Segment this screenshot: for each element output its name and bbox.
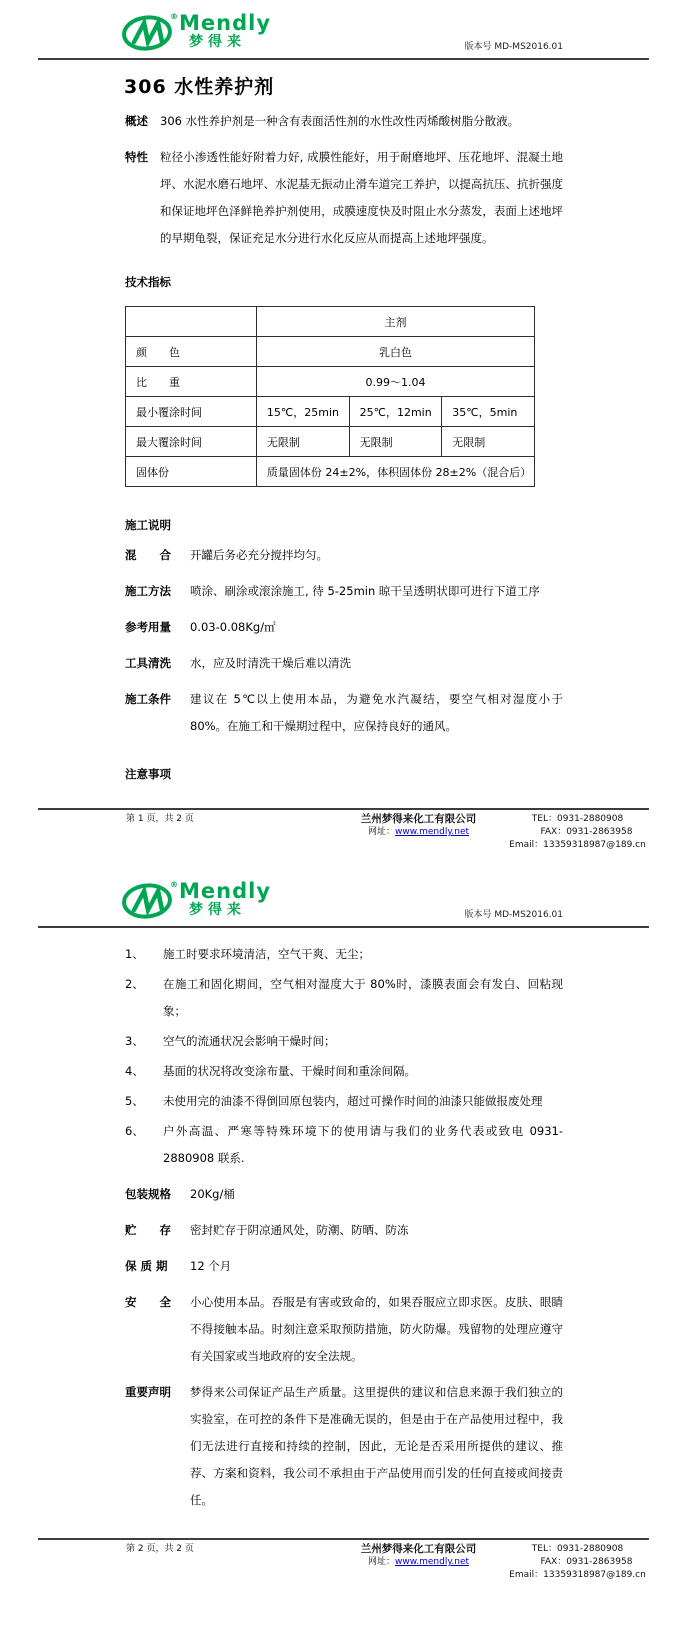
note-number: 3、 — [125, 1034, 144, 1048]
note-text: 空气的流通状况会影响干燥时间； — [163, 1034, 336, 1048]
note-text: 未使用完的油漆不得倒回原包装内，超过可操作时间的油漆只能做报废处理 — [163, 1094, 543, 1108]
overview-label: 概述 — [125, 114, 148, 128]
company-name: 兰州梦得来化工有限公司 — [360, 813, 477, 825]
table-row — [126, 457, 535, 487]
overview-row — [125, 108, 563, 135]
page-number: 第 2 页，共 2 页 — [126, 1544, 194, 1554]
notes-heading: 注意事项 — [125, 767, 171, 781]
construction-item-text: 0.03-0.08Kg/㎡ — [190, 620, 276, 634]
table-row — [126, 307, 535, 337]
construction-item-label: 混 合 — [125, 548, 171, 562]
construction-item-method — [125, 578, 563, 605]
note-number: 2、 — [125, 977, 144, 991]
spec-label-color: 颜 色 — [126, 337, 257, 367]
page-title: 306 水性养护剂 — [124, 76, 275, 98]
spec-min-35c: 35℃，5min — [442, 397, 535, 427]
construction-item-label: 参考用量 — [125, 620, 171, 634]
spec-label-max-recoat: 最大覆涂时间 — [126, 427, 257, 457]
note-text: 户外高温、严寒等特殊环境下的使用请与我们的业务代表或致电 0931-2880908 联系. — [163, 1124, 563, 1165]
note-item-4 — [125, 1058, 563, 1085]
construction-item-label: 施工条件 — [125, 692, 171, 706]
website-label: 网址： — [367, 827, 395, 837]
company-name: 兰州梦得来化工有限公司 — [360, 1543, 477, 1555]
note-item-1 — [125, 941, 563, 968]
note-item-3 — [125, 1028, 563, 1055]
table-row — [126, 397, 535, 427]
spec-value-solids: 质量固体份 24±2%，体积固体份 28±2%（混合后） — [256, 457, 534, 487]
construction-heading: 施工说明 — [125, 518, 171, 532]
field-text: 20Kg/桶 — [190, 1187, 235, 1201]
website-line — [331, 826, 506, 839]
construction-item-text: 建议在 5℃以上使用本品，为避免水汽凝结，要空气相对湿度小于 80%。在施工和干燥期过程中，应保持良好的通风。 — [190, 692, 563, 733]
note-text: 在施工和固化期间，空气相对湿度大于 80%时，漆膜表面会有发白、回粘现象； — [163, 977, 563, 1018]
header-rule — [38, 58, 649, 60]
mendly-logo-icon — [122, 14, 174, 54]
spec-empty-cell — [126, 307, 257, 337]
construction-item-text: 开罐后务必充分搅拌均匀。 — [190, 548, 328, 562]
field-label: 包装规格 — [125, 1187, 171, 1201]
tel: TEL：0931-2880908 — [531, 814, 624, 824]
page1-header — [0, 0, 687, 58]
construction-item-cleaning — [125, 650, 563, 677]
spec-main-header: 主剂 — [256, 307, 534, 337]
features-text: 粒径小渗透性能好附着力好, 成膜性能好，用于耐磨地坪、压花地坪、混凝土地坪、水泥水磨石地坪、水泥基无振动止滑车道完工养护，以提高抗压、抗折强度和保证地坪色泽鲜艳养护剂使用，成膜速度快及时阻止水分蒸发，表面上述地坪的早期龟裂，保证充足水分进行水化反应从而提高上述地坪强度。 — [160, 150, 563, 245]
mendly-logo — [122, 879, 272, 922]
spec-max-25c: 无限制 — [349, 427, 442, 457]
registered-mark: ® — [170, 880, 178, 889]
note-number: 1、 — [125, 947, 144, 961]
field-packaging — [125, 1181, 563, 1208]
registered-mark: ® — [170, 12, 178, 21]
tel-fax-line — [506, 813, 649, 839]
field-text: 密封贮存于阴凉通风处，防潮、防晒、防冻 — [190, 1223, 409, 1237]
note-item-6 — [125, 1118, 563, 1172]
tel-fax-line — [506, 1543, 649, 1569]
fax: FAX：0931-2863958 — [540, 1557, 633, 1567]
tel: TEL：0931-2880908 — [531, 1544, 624, 1554]
spec-max-35c: 无限制 — [442, 427, 535, 457]
field-text: 梦得来公司保证产品生产质量。这里提供的建议和信息来源于我们独立的实验室，在可控的条件下是准确无误的，但是由于在产品使用过程中，我们无法进行直接和持续的控制，因此，无论是否采用所提供的建议、推荐、方案和资料，我公司不承担由于产品使用而引发的任何直接或间接责任。 — [190, 1385, 563, 1507]
construction-item-conditions — [125, 686, 563, 740]
table-row — [126, 367, 535, 397]
table-row — [126, 337, 535, 367]
note-item-2 — [125, 971, 563, 1025]
brand-name: Mendly — [179, 11, 272, 35]
spec-value-color: 乳白色 — [256, 337, 534, 367]
construction-item-text: 喷涂、刷涂或滚涂施工, 待 5-25min 晾干呈透明状即可进行下道工序 — [190, 584, 540, 598]
website-link[interactable]: www.mendly.net — [395, 1557, 470, 1567]
spec-max-15c: 无限制 — [256, 427, 349, 457]
field-label: 贮 存 — [125, 1223, 171, 1237]
brand-name-cn: 梦得来 — [189, 34, 246, 50]
page2-footer — [38, 1538, 649, 1582]
field-label: 保 质 期 — [125, 1259, 168, 1273]
version-label: 版本号 MD-MS2016.01 — [464, 910, 563, 920]
field-shelf-life — [125, 1253, 563, 1280]
construction-item-text: 水，应及时清洗干燥后难以清洗 — [190, 656, 351, 670]
email: Email：13359318987@189.cn — [509, 1570, 646, 1580]
overview-text: 306 水性养护剂是一种含有表面活性剂的水性改性丙烯酸树脂分散液。 — [160, 114, 520, 128]
spec-label-solids: 固体份 — [126, 457, 257, 487]
tech-specs-heading: 技术指标 — [125, 275, 171, 289]
page1-footer — [38, 808, 649, 852]
note-text: 施工时要求环境清洁，空气干爽、无尘； — [163, 947, 370, 961]
features-label: 特性 — [125, 150, 148, 164]
field-label: 安 全 — [125, 1295, 171, 1309]
note-item-5 — [125, 1088, 563, 1115]
features-row — [125, 144, 563, 252]
field-storage — [125, 1217, 563, 1244]
email: Email：13359318987@189.cn — [509, 840, 646, 850]
mendly-logo — [122, 11, 272, 54]
brand-name-cn: 梦得来 — [189, 902, 246, 918]
spec-label-density: 比 重 — [126, 367, 257, 397]
note-number: 5、 — [125, 1094, 144, 1108]
note-number: 6、 — [125, 1124, 144, 1138]
note-text: 基面的状况将改变涂布量、干燥时间和重涂间隔。 — [163, 1064, 416, 1078]
field-label: 重要声明 — [125, 1385, 171, 1399]
mendly-logo-icon — [122, 882, 174, 922]
note-number: 4、 — [125, 1064, 144, 1078]
website-label: 网址： — [367, 1557, 395, 1567]
version-label: 版本号 MD-MS2016.01 — [464, 42, 563, 52]
logo-text — [179, 11, 272, 50]
field-text: 小心使用本品。吞服是有害或致命的，如果吞服应立即求医。皮肤、眼睛不得接触本品。时刻注意采取预防措施，防火防爆。残留物的处理应遵守有关国家或当地政府的安全法规。 — [190, 1295, 563, 1363]
spec-value-density: 0.99～1.04 — [256, 367, 534, 397]
construction-item-mix — [125, 542, 563, 569]
footer-company-block — [331, 1543, 506, 1569]
table-row — [126, 427, 535, 457]
logo-text — [179, 879, 272, 918]
construction-item-label: 施工方法 — [125, 584, 171, 598]
field-safety — [125, 1289, 563, 1370]
spec-min-15c: 15℃，25min — [256, 397, 349, 427]
page-number: 第 1 页，共 2 页 — [126, 814, 194, 824]
construction-item-label: 工具清洗 — [125, 656, 171, 670]
spec-table — [125, 306, 535, 487]
spec-label-min-recoat: 最小覆涂时间 — [126, 397, 257, 427]
website-line — [331, 1556, 506, 1569]
construction-item-dosage — [125, 614, 563, 641]
brand-name: Mendly — [179, 879, 272, 903]
website-link[interactable]: www.mendly.net — [395, 827, 470, 837]
spec-min-25c: 25℃，12min — [349, 397, 442, 427]
fax: FAX：0931-2863958 — [540, 827, 633, 837]
page2-header — [0, 852, 687, 926]
footer-contact-block — [506, 1543, 649, 1582]
footer-contact-block — [506, 813, 649, 852]
footer-company-block — [331, 813, 506, 839]
field-text: 12 个月 — [190, 1259, 232, 1273]
field-disclaimer — [125, 1379, 563, 1514]
